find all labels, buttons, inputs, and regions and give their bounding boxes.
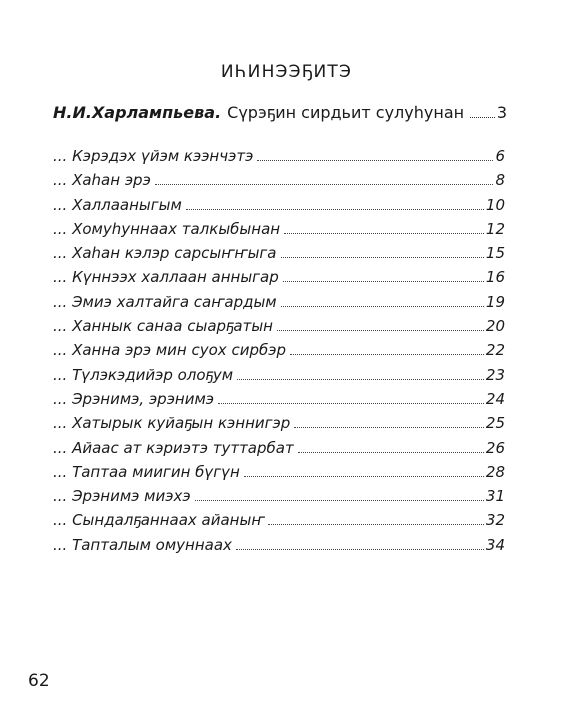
- toc-entry-page: 16: [485, 268, 505, 287]
- toc-entry-title: ... Эрэнимэ миэхэ: [53, 487, 191, 506]
- page-title: ИҺИНЭЭҔИТЭ: [220, 62, 353, 82]
- dot-leader: [237, 379, 484, 380]
- toc-entry-title: ... Сындалҕаннаах айаныҥ: [53, 511, 265, 530]
- dot-leader: [294, 427, 484, 428]
- toc-entry-title: ... Халлааныгым: [53, 195, 182, 214]
- toc-entry-title: ... Таптаа миигин бүгүн: [53, 462, 240, 481]
- toc-entry: [53, 293, 505, 317]
- intro-work-title: Сүрэҕин сирдьит сулуһунан: [227, 103, 465, 122]
- toc-entry: [53, 536, 505, 560]
- toc-entry-page: 25: [485, 414, 505, 433]
- page-number: 62: [28, 671, 50, 691]
- toc-entry-page: 28: [485, 462, 505, 481]
- toc-entry-page: 19: [485, 292, 505, 311]
- toc-entry-page: 15: [485, 244, 505, 263]
- toc-entry: [53, 317, 505, 341]
- toc-entry-title: ... Түлэкэдийэр олоҕум: [53, 365, 234, 384]
- toc-entry: [53, 366, 505, 390]
- toc-entry-page: 32: [485, 511, 505, 530]
- toc-entry-page: 12: [485, 219, 505, 238]
- toc-entry-title: ... Хомуһуннаах талкыбынан: [53, 219, 281, 238]
- toc-entry-page: 6: [495, 147, 505, 165]
- toc-entry: [53, 196, 505, 220]
- dot-leader: [268, 524, 483, 525]
- dot-leader: [257, 160, 493, 161]
- dot-leader: [155, 184, 494, 185]
- toc-entry: [53, 439, 505, 463]
- dot-leader: [470, 117, 495, 118]
- toc-entry: [53, 390, 505, 414]
- toc-entry-title: ... Эмиэ халтайга саҥардым: [53, 292, 277, 311]
- toc-entry-title: ... Ханнык санаа сыарҕатын: [53, 317, 273, 336]
- dot-leader: [277, 330, 484, 331]
- toc-entry-title: ... Күннээх халлаан анныгар: [53, 268, 279, 287]
- toc-entry: [53, 341, 505, 365]
- dot-leader: [236, 549, 484, 550]
- toc-entry-title: ... Айаас ат кэриэтэ туттарбат: [53, 438, 294, 457]
- dot-leader: [283, 281, 484, 282]
- toc-entry-page: 8: [495, 171, 505, 190]
- toc-entry: [53, 463, 505, 487]
- toc-entry-page: 34: [485, 535, 505, 554]
- toc-entry-page: 20: [485, 317, 505, 336]
- toc-entry-page: 31: [485, 487, 505, 506]
- toc-entry-page: 10: [485, 195, 505, 214]
- toc-entry-title: ... Эрэнимэ, эрэнимэ: [53, 389, 215, 408]
- toc-entry: [53, 220, 505, 244]
- dot-leader: [284, 233, 484, 234]
- toc-entry-title: ... Тапталым омуннаах: [53, 535, 232, 554]
- toc-entry-page: 23: [485, 365, 505, 384]
- dot-leader: [195, 500, 484, 501]
- toc-entry-title: ... Хаһан кэлэр сарсыҥҥыга: [53, 244, 277, 263]
- intro-page-number: 3: [496, 103, 507, 122]
- toc-entry-title: ... Кэрэдэх үйэм кээнчэтэ: [53, 147, 254, 165]
- dot-leader: [290, 354, 484, 355]
- toc-entry-page: 22: [485, 341, 505, 360]
- intro-author: Н.И.Харлампьева.: [53, 103, 222, 122]
- dot-leader: [281, 257, 484, 258]
- table-of-contents: [53, 147, 505, 560]
- toc-entry-page: 26: [485, 438, 505, 457]
- dot-leader: [281, 306, 484, 307]
- dot-leader: [218, 403, 484, 404]
- toc-entry: [53, 147, 505, 171]
- toc-entry: [53, 511, 505, 535]
- toc-entry: [53, 414, 505, 438]
- toc-entry-title: ... Хаһан эрэ: [53, 171, 151, 190]
- toc-entry: [53, 244, 505, 268]
- dot-leader: [298, 452, 484, 453]
- toc-entry: [53, 487, 505, 511]
- dot-leader: [244, 476, 484, 477]
- toc-entry-page: 24: [485, 389, 505, 408]
- toc-intro-entry: [53, 103, 507, 122]
- toc-entry-title: ... Ханна эрэ мин суох сирбэр: [53, 341, 286, 360]
- dot-leader: [186, 209, 484, 210]
- toc-entry: [53, 171, 505, 195]
- toc-entry: [53, 268, 505, 292]
- toc-entry-title: ... Хатырык куйаҕын кэннигэр: [53, 414, 291, 433]
